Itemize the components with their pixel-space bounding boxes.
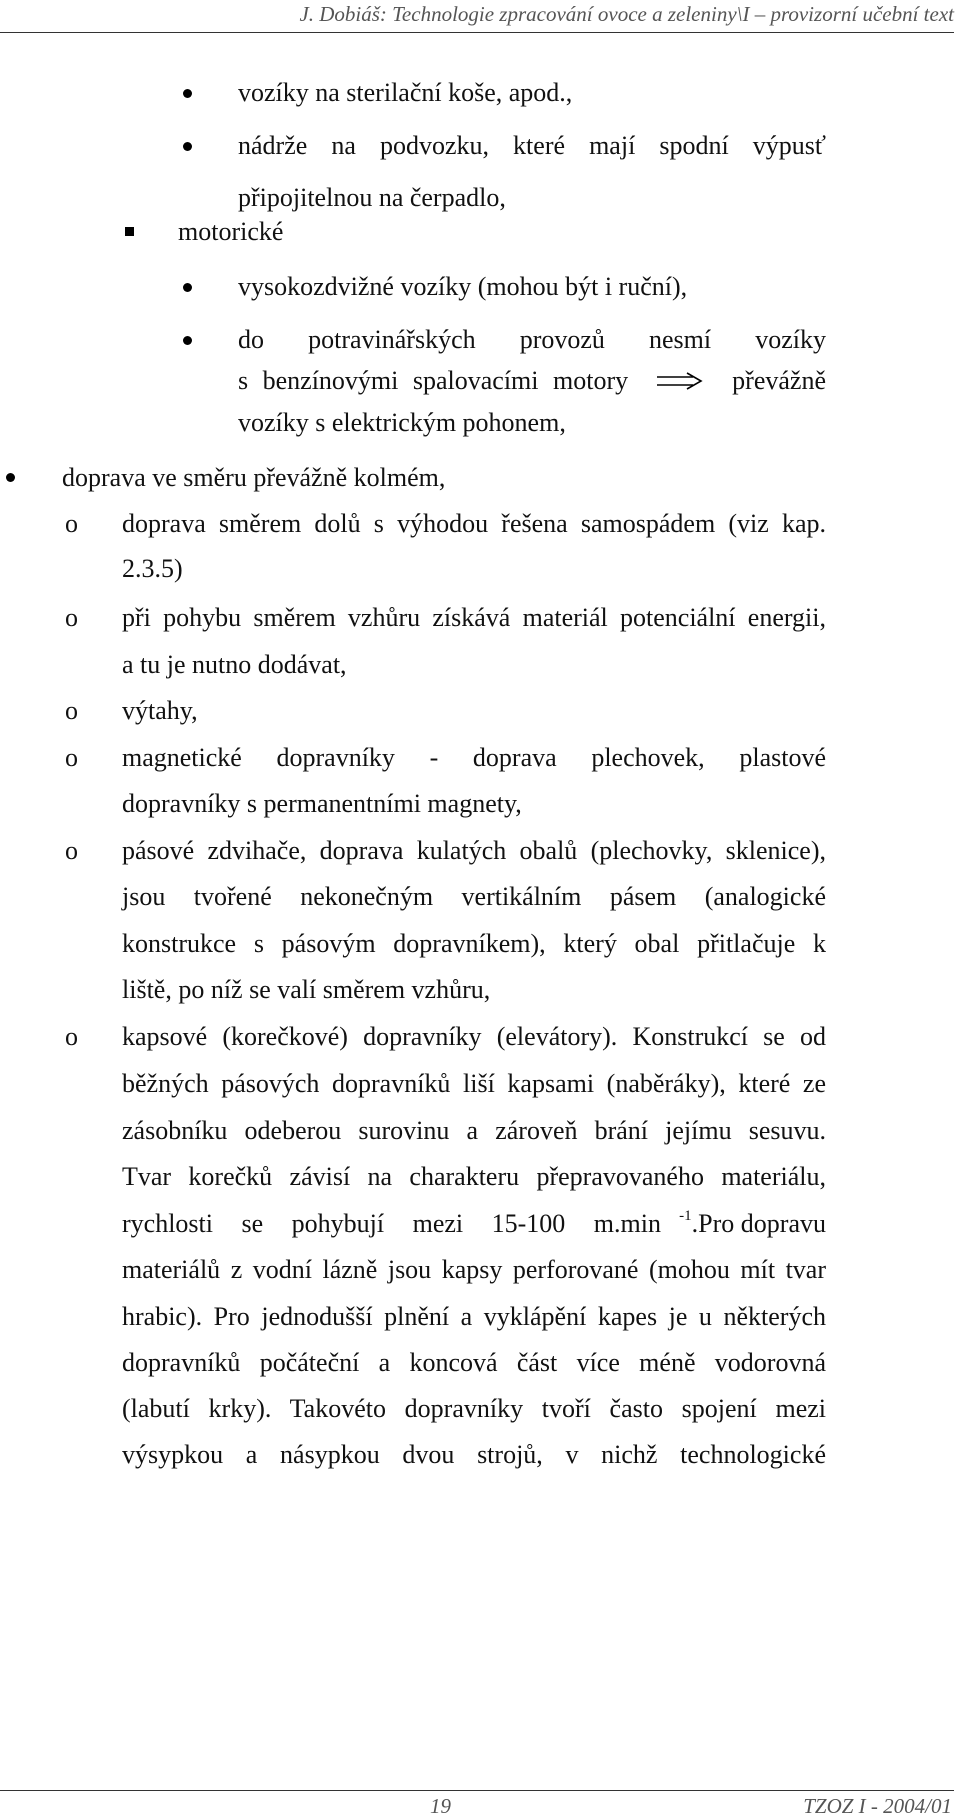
- text-line: liště, po níž se valí směrem vzhůru,: [122, 975, 491, 1004]
- header-divider: [0, 32, 954, 33]
- text-line: nádrže na podvozku, které mají spodní výpusť: [238, 131, 826, 160]
- text-line: připojitelnou na čerpadlo,: [238, 183, 506, 212]
- bullet-dot: [183, 142, 192, 151]
- implies-arrow-icon: [655, 372, 705, 390]
- bullet-circle: o: [65, 603, 78, 632]
- page-number: 19: [430, 1794, 451, 1818]
- text-segment: převážně: [732, 366, 826, 395]
- text-line: výsypkou a násypkou dvou strojů, v nichž technologické: [122, 1440, 826, 1469]
- footer-divider: [0, 1790, 954, 1791]
- text-line: jsou tvořené nekonečným vertikálním pásem (analogické: [122, 882, 826, 911]
- text-line: doprava směrem dolů s výhodou řešena samospádem (viz kap.: [122, 509, 826, 538]
- bullet-circle: o: [65, 509, 78, 538]
- text-line: a tu je nutno dodávat,: [122, 650, 347, 679]
- text-line-with-arrow: [238, 368, 826, 394]
- text-line: 2.3.5): [122, 554, 183, 583]
- text-line: kapsové (korečkové) dopravníky (elevátory). Konstrukcí se od: [122, 1022, 826, 1051]
- text-line: magnetické dopravníky - doprava plechovek, plastové: [122, 743, 826, 772]
- text-segment: .Pro dopravu: [691, 1209, 826, 1238]
- text-line: doprava ve směru převážně kolmém,: [62, 463, 446, 492]
- bullet-square: [125, 227, 134, 236]
- text-line: pásové zdvihače, doprava kulatých obalů (plechovky, sklenice),: [122, 836, 826, 865]
- text-line-with-superscript: [122, 1208, 826, 1238]
- bullet-dot: [6, 473, 15, 482]
- superscript: -1: [679, 1208, 692, 1225]
- text-line: zásobníku odeberou surovinu a zároveň brání jejímu sesuvu.: [122, 1116, 826, 1145]
- text-line: motorické: [178, 217, 284, 246]
- text-line: běžných pásových dopravníků liší kapsami (naběráky), které ze: [122, 1069, 826, 1098]
- text-line: vysokozdvižné vozíky (mohou být i ruční),: [238, 272, 688, 301]
- bullet-dot: [183, 89, 192, 98]
- bullet-circle: o: [65, 836, 78, 865]
- text-line: Tvar korečků závisí na charakteru přepravovaného materiálu,: [122, 1162, 826, 1191]
- text-segment: [679, 1208, 826, 1238]
- bullet-circle: o: [65, 1022, 78, 1051]
- bullet-dot: [183, 336, 192, 345]
- text-line: dopravníků počáteční a koncová část více méně vodorovná: [122, 1348, 826, 1377]
- page-header: J. Dobiáš: Technologie zpracování ovoce a zeleniny\I – provizorní učební text: [299, 2, 954, 26]
- text-line: dopravníky s permanentními magnety,: [122, 789, 522, 818]
- bullet-circle: o: [65, 696, 78, 725]
- text-line: hrabic). Pro jednodušší plnění a vyklápění kapes je u některých: [122, 1302, 826, 1331]
- text-line: výtahy,: [122, 696, 198, 725]
- text-line: vozíky s elektrickým pohonem,: [238, 408, 566, 437]
- text-line: konstrukce s pásovým dopravníkem), který obal přitlačuje k: [122, 929, 826, 958]
- bullet-dot: [183, 283, 192, 292]
- text-line: při pohybu směrem vzhůru získává materiál potenciální energii,: [122, 603, 826, 632]
- text-line: materiálů z vodní lázně jsou kapsy perforované (mohou mít tvar: [122, 1255, 826, 1284]
- document-code: TZOZ I - 2004/01: [803, 1794, 952, 1818]
- text-segment: rychlosti se pohybují mezi 15-100 m.min: [122, 1209, 661, 1238]
- text-line: (labutí krky). Takovéto dopravníky tvoří často spojení mezi: [122, 1394, 826, 1423]
- bullet-circle: o: [65, 743, 78, 772]
- text-line: vozíky na sterilační koše, apod.,: [238, 78, 573, 107]
- text-segment: s benzínovými spalovacími motory: [238, 366, 629, 395]
- text-line: do potravinářských provozů nesmí vozíky: [238, 325, 826, 354]
